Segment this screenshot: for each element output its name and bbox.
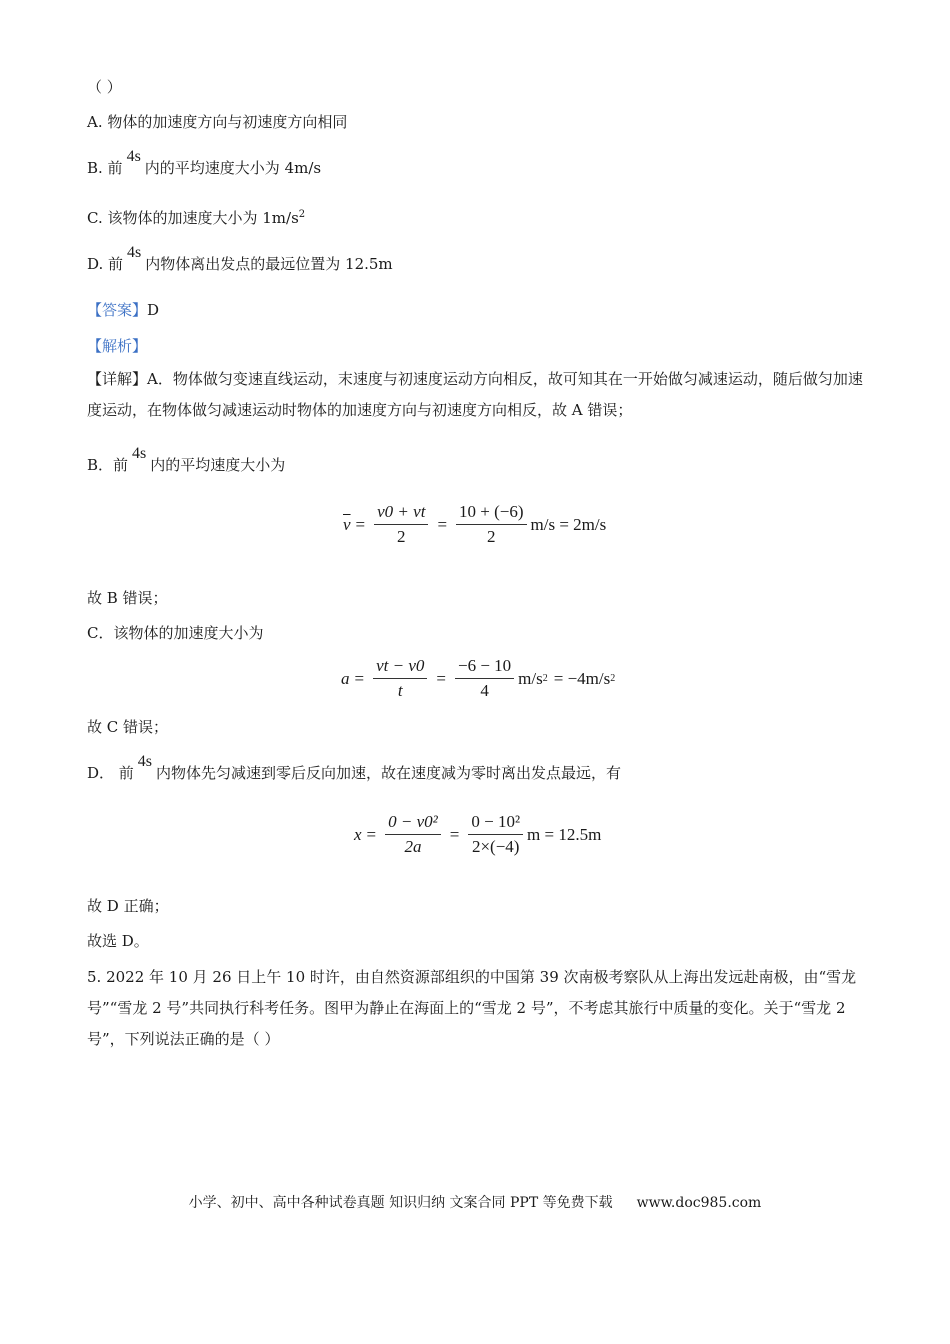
eq-b-lhs: $\overline{v}$ [343, 514, 351, 534]
option-d [87, 244, 393, 276]
eq-d-frac1: $\frac{\text{0 − v0²}}{2a}$ [385, 812, 441, 857]
detail-label: 【详解】 [87, 370, 148, 388]
detail-text: A．物体做匀变速直线运动，末速度与初速度运动方向相反，故可知其在一开始做匀减速运动，随后做匀加速度运动，在物体做匀减速运动时物体的加速度方向与初速度方向相反，故 A 错误； [87, 370, 863, 419]
answer-label: 【答案】 [87, 301, 148, 319]
page-footer [0, 1192, 950, 1212]
footer-text: 小学、初中、高中各种试卷真题 知识归纳 文案合同 PPT 等免费下载 [188, 1195, 613, 1211]
question-paren: （ ） [87, 78, 122, 96]
part-b-conclusion: 故 B 错误； [87, 589, 168, 607]
eq-d-result: m = 12.5m [527, 824, 602, 844]
equation-b: $\overline{v}$ = $\frac{v0 + vt}{2}$ = $\frac{10 + (-6)}{2}$ m/s = 2m/s [343, 502, 607, 546]
part-b-prefix: B．前 [87, 456, 129, 474]
option-c [87, 204, 305, 229]
option-d-prefix: D. 前 [87, 255, 124, 273]
eq-b-frac2: $\frac{10 + (-6)}{2}$ [456, 502, 527, 547]
part-b-text: 内的平均速度大小为 [150, 456, 286, 474]
final-answer: 故选 D。 [87, 932, 149, 950]
answer-value: D [147, 301, 160, 319]
inline-4s: 4s [137, 753, 153, 770]
part-d-conclusion: 故 D 正确； [87, 897, 169, 915]
eq-c-lhs: a [341, 668, 350, 688]
eq-c-result: = −4m/s [553, 668, 611, 688]
inline-4s: 4s [127, 244, 142, 261]
question-5: 5. 2022 年 10 月 26 日上午 10 时许，由自然资源部组织的中国第 39 次南极考察队从上海出发远赴南极，由“雪龙号”“雪龙 2 号”共同执行科考任务。图甲为静止在海面上的“雪龙 2 号”，不考虑其旅行中质量的变化。关于“雪龙 2 号”，下列说法正确的是（ ） [87, 968, 857, 1048]
eq-d-lhs: x [354, 824, 362, 844]
eq-c-frac1: $\frac{vt - v0}{t}$ [373, 656, 427, 701]
analysis-label: 【解析】 [87, 337, 148, 355]
option-c-sup: 2 [298, 209, 306, 220]
option-a: A. 物体的加速度方向与初速度方向相同 [87, 113, 348, 131]
eq-c-frac2: $\frac{-6 - 10}{4}$ [455, 656, 514, 701]
eq-d-frac2: $\frac{\text{0 − 10²}}{2\times(-4)}$ [468, 812, 523, 857]
option-b [87, 148, 322, 180]
part-d-text: 内物体先匀减速到零后反向加速，故在速度减为零时离出发点最远，有 [156, 764, 622, 782]
option-b-prefix: B. 前 [87, 159, 123, 177]
inline-4s: 4s [126, 148, 141, 165]
equation-c: a = $\frac{vt - v0}{t}$ = $\frac{-6 - 10}{4}$ m/s 2 = −4m/s 2 [341, 656, 616, 700]
option-d-text: 内物体离出发点的最远位置为 12.5m [145, 255, 393, 273]
option-c-text: C. 该物体的加速度大小为 1m/s [87, 209, 299, 227]
part-d-prefix: D． 前 [87, 764, 134, 782]
footer-url[interactable]: www.doc985.com [636, 1195, 762, 1211]
option-b-text: 内的平均速度大小为 4m/s [144, 159, 322, 177]
part-d-line [87, 753, 622, 785]
inline-4s: 4s [132, 445, 147, 462]
part-b-line [87, 445, 286, 477]
part-c-conclusion: 故 C 错误； [87, 718, 169, 736]
equation-d: x = $\frac{\text{0 − v0²}}{2a}$ = $\frac{\text{0 − 10²}}{2\times(-4)}$ m = 12.5m [354, 812, 602, 856]
eq-c-unit: m/s [518, 668, 543, 688]
detail-paragraph [87, 364, 867, 426]
answer-line [87, 299, 159, 321]
part-c-intro: C．该物体的加速度大小为 [87, 624, 264, 642]
eq-b-result: m/s = 2m/s [530, 514, 607, 534]
eq-b-frac1: $\frac{v0 + vt}{2}$ [374, 502, 428, 547]
